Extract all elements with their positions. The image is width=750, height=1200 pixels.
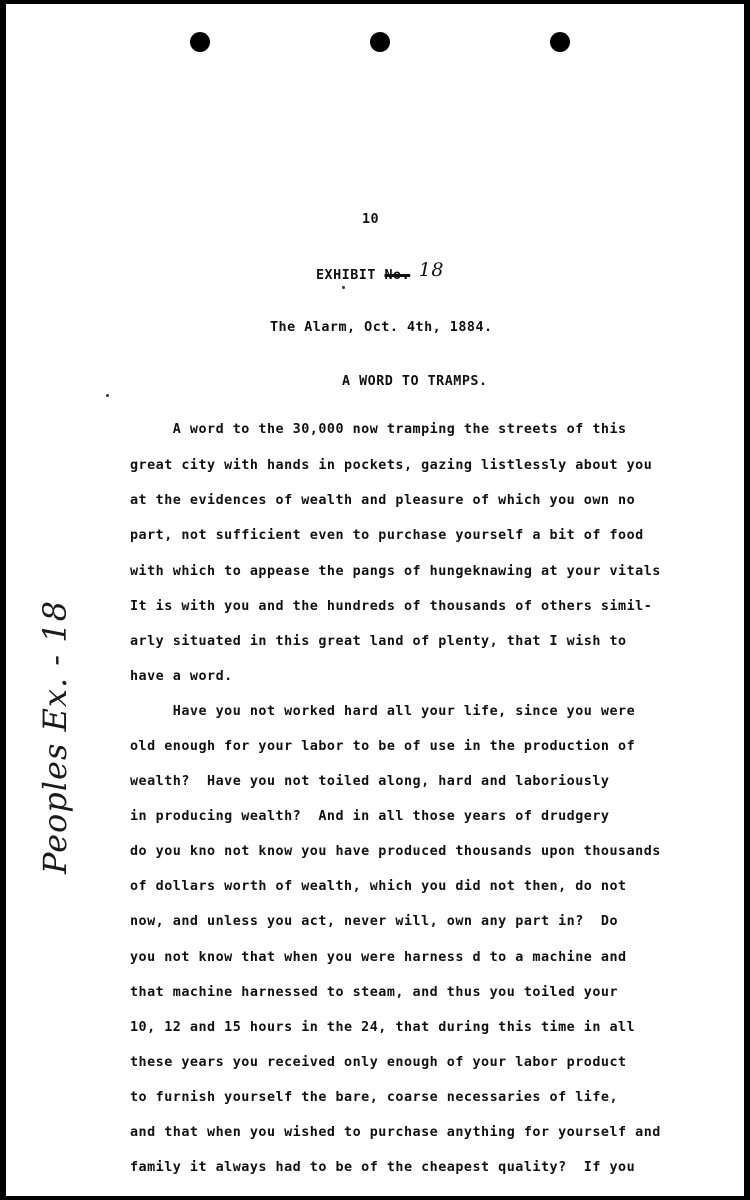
body-line: and that when you wished to purchase anything for yourself and	[130, 1125, 661, 1140]
scan-speck	[342, 286, 345, 289]
body-line: you not know that when you were harness d to a machine and	[130, 950, 627, 965]
body-line: old enough for your labor to be of use in the production of	[130, 739, 636, 754]
scan-speck	[106, 394, 109, 397]
body-line: great city with hands in pockets, gazing listlessly about you	[130, 458, 653, 473]
body-line: that machine harnessed to steam, and thus you toiled your	[130, 985, 619, 1000]
body-line: with which to appease the pangs of hungeknawing at your vitals	[130, 564, 661, 579]
article-headline: A WORD TO TRAMPS.	[342, 374, 488, 389]
punch-hole-left	[190, 32, 210, 52]
body-line: in producing wealth? And in all those years of drudgery	[130, 809, 610, 824]
body-line: wealth? Have you not toiled along, hard and laboriously	[130, 774, 610, 789]
body-line: these years you received only enough of your labor product	[130, 1055, 627, 1070]
body-line: part, not sufficient even to purchase yourself a bit of food	[130, 528, 644, 543]
exhibit-label: EXHIBIT	[316, 268, 376, 283]
body-line: do you kno not know you have produced thousands upon thousands	[130, 844, 661, 859]
body-line: to furnish yourself the bare, coarse necessaries of life,	[130, 1090, 619, 1105]
paper-sheet	[6, 4, 744, 1196]
body-line: have a word.	[130, 669, 233, 684]
body-line: family it always had to be of the cheapest quality? If you	[130, 1160, 636, 1175]
punch-hole-right	[550, 32, 570, 52]
source-citation: The Alarm, Oct. 4th, 1884.	[270, 320, 493, 335]
body-line: 10, 12 and 15 hours in the 24, that during this time in all	[130, 1020, 636, 1035]
punch-hole-center	[370, 32, 390, 52]
body-line: arly situated in this great land of plenty, that I wish to	[130, 634, 627, 649]
exhibit-struck-text: No.	[384, 268, 411, 283]
body-line: Have you not worked hard all your life, since you were	[130, 704, 636, 719]
page-number: 10	[362, 212, 380, 227]
exhibit-handwritten-number: 18	[418, 259, 444, 281]
exhibit-heading	[316, 259, 444, 284]
handwritten-margin-annotation: Peoples Ex. - 18	[36, 600, 74, 874]
body-line: at the evidences of wealth and pleasure of which you own no	[130, 493, 636, 508]
body-line: It is with you and the hundreds of thousands of others simil-	[130, 599, 653, 614]
body-line: A word to the 30,000 now tramping the streets of this	[130, 422, 627, 437]
body-line: now, and unless you act, never will, own any part in? Do	[130, 914, 619, 929]
body-line: of dollars worth of wealth, which you did not then, do not	[130, 879, 627, 894]
